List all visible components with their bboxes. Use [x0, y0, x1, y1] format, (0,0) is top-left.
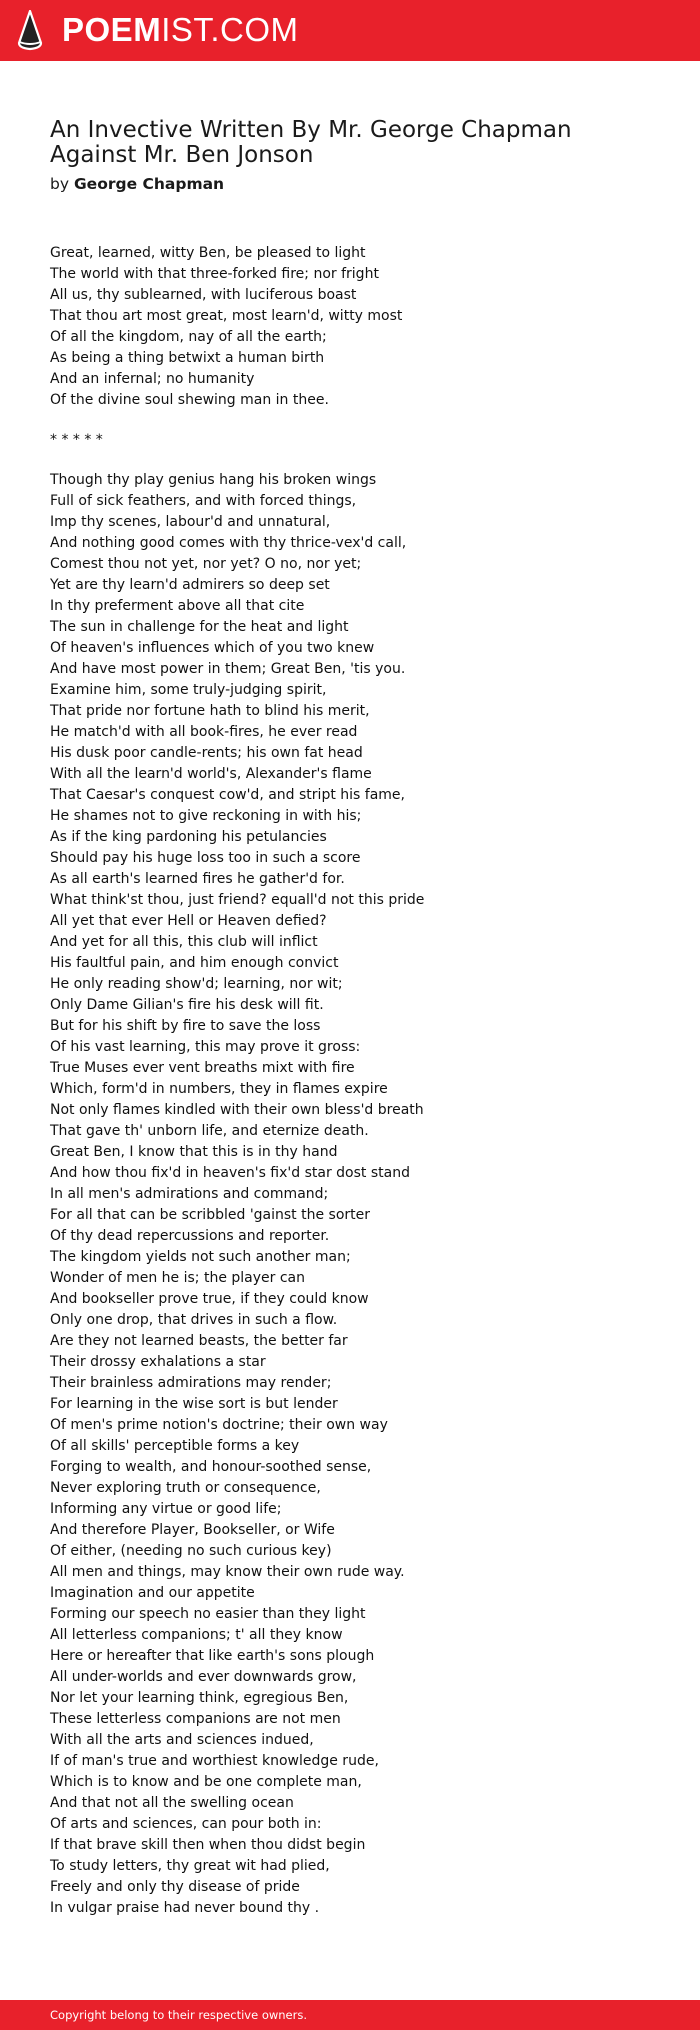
poem-line: In vulgar praise had never bound thy .	[50, 1900, 320, 1916]
poem-line: Not only flames kindled with their own bless'd breath	[50, 1102, 424, 1118]
poem-line: Great Ben, I know that this is in thy hand	[50, 1144, 338, 1160]
site-logo[interactable]	[62, 10, 299, 50]
poem-line: Of all skills' perceptible forms a key	[50, 1438, 300, 1454]
poem-line: He only reading show'd; learning, nor wit;	[50, 976, 343, 992]
poem-line: Imagination and our appetite	[50, 1585, 255, 1601]
poem-line: True Muses ever vent breaths mixt with fire	[50, 1060, 355, 1076]
poem-line: And bookseller prove true, if they could know	[50, 1291, 369, 1307]
poem-line: He match'd with all book-fires, he ever read	[50, 724, 358, 740]
poem-line: All us, thy sublearned, with luciferous boast	[50, 287, 357, 303]
poem-line: * * * * *	[50, 432, 103, 448]
stanza	[50, 430, 670, 451]
poem-line: That pride nor fortune hath to blind his merit,	[50, 703, 370, 719]
poem-line: The world with that three-forked fire; nor fright	[50, 266, 379, 282]
poem-line: That thou art most great, most learn'd, witty most	[50, 308, 403, 324]
poem-line: Informing any virtue or good life;	[50, 1501, 282, 1517]
site-footer	[0, 2000, 700, 2030]
poem-title: An Invective Written By Mr. George Chapman Against Mr. Ben Jonson	[50, 117, 572, 168]
by-label: by	[50, 175, 70, 193]
poem-line: What think'st thou, just friend? equall'd not this pride	[50, 892, 425, 908]
poem-line: Though thy play genius hang his broken wings	[50, 472, 377, 488]
poem-line: For all that can be scribbled 'gainst the sorter	[50, 1207, 371, 1223]
poem-line: Of thy dead repercussions and reporter.	[50, 1228, 330, 1244]
poem-line: Should pay his huge loss too in such a score	[50, 850, 361, 866]
poem-line: The kingdom yields not such another man;	[50, 1249, 351, 1265]
poem-line: If that brave skill then when thou didst begin	[50, 1837, 366, 1853]
poem-line: Of all the kingdom, nay of all the earth;	[50, 329, 327, 345]
poem-line: The sun in challenge for the heat and light	[50, 619, 349, 635]
poem-line: Which, form'd in numbers, they in flames expire	[50, 1081, 388, 1097]
poem-line: Of arts and sciences, can pour both in:	[50, 1816, 322, 1832]
poem-line: That gave th' unborn life, and eternize death.	[50, 1123, 369, 1139]
poem-line: He shames not to give reckoning in with his;	[50, 808, 362, 824]
poem-line: And yet for all this, this club will inflict	[50, 934, 318, 950]
pencil-tip-icon	[17, 10, 43, 52]
poem-body	[50, 243, 670, 1919]
stanza-break	[50, 451, 670, 470]
poem-line: And an infernal; no humanity	[50, 371, 255, 387]
poem-line: All letterless companions; t' all they know	[50, 1627, 343, 1643]
poem-line: These letterless companions are not men	[50, 1711, 341, 1727]
poem-line: Are they not learned beasts, the better far	[50, 1333, 348, 1349]
poem-line: Their drossy exhalations a star	[50, 1354, 266, 1370]
brand-bold: POEM	[62, 11, 162, 48]
poem-line: His dusk poor candle-rents; his own fat head	[50, 745, 363, 761]
poem-line: Never exploring truth or consequence,	[50, 1480, 321, 1496]
copyright-text: Copyright belong to their respective owners.	[50, 2008, 308, 2022]
poem-line: Full of sick feathers, and with forced things,	[50, 493, 357, 509]
poem-line: Yet are thy learn'd admirers so deep set	[50, 577, 330, 593]
poem-line: As if the king pardoning his petulancies	[50, 829, 327, 845]
poem-line: Forming our speech no easier than they light	[50, 1606, 366, 1622]
poem-line: Nor let your learning think, egregious Ben,	[50, 1690, 349, 1706]
stanza	[50, 243, 670, 411]
poem-line: As all earth's learned fires he gather'd for.	[50, 871, 345, 887]
poem-line: And have most power in them; Great Ben, 'tis you.	[50, 661, 406, 677]
poem-line: And nothing good comes with thy thrice-vex'd call,	[50, 535, 407, 551]
poem-line: All under-worlds and ever downwards grow,	[50, 1669, 357, 1685]
poem-line: With all the learn'd world's, Alexander's flame	[50, 766, 372, 782]
poem-line: His faultful pain, and him enough convict	[50, 955, 339, 971]
poem-line: And therefore Player, Bookseller, or Wife	[50, 1522, 335, 1538]
poem-line: For learning in the wise sort is but lender	[50, 1396, 338, 1412]
poem-line: If of man's true and worthiest knowledge rude,	[50, 1753, 379, 1769]
stanza-break	[50, 411, 670, 430]
poem-line: Freely and only thy disease of pride	[50, 1879, 300, 1895]
poem-line: And how thou fix'd in heaven's fix'd star dost stand	[50, 1165, 410, 1181]
poem-line: Of the divine soul shewing man in thee.	[50, 392, 329, 408]
poem-line: Of his vast learning, this may prove it gross:	[50, 1039, 361, 1055]
author-name: George Chapman	[73, 175, 225, 193]
poem-line: With all the arts and sciences indued,	[50, 1732, 314, 1748]
site-header	[0, 0, 700, 61]
poem-line: All men and things, may know their own rude way.	[50, 1564, 405, 1580]
poem-line: And that not all the swelling ocean	[50, 1795, 294, 1811]
poem-line: Only one drop, that drives in such a flow.	[50, 1312, 338, 1328]
poem-line: Which is to know and be one complete man,	[50, 1774, 362, 1790]
poem-line: Of men's prime notion's doctrine; their own way	[50, 1417, 388, 1433]
poem-line: That Caesar's conquest cow'd, and stript his fame,	[50, 787, 405, 803]
poem-line: As being a thing betwixt a human birth	[50, 350, 325, 366]
poem-line: All yet that ever Hell or Heaven defied?	[50, 913, 327, 929]
poem-line: Forging to wealth, and honour-soothed sense,	[50, 1459, 372, 1475]
poem-line: Imp thy scenes, labour'd and unnatural,	[50, 514, 331, 530]
brand-light: IST.COM	[161, 11, 299, 48]
byline	[50, 173, 224, 195]
poem-line: Only Dame Gilian's fire his desk will fit.	[50, 997, 324, 1013]
poem-line: But for his shift by fire to save the loss	[50, 1018, 321, 1034]
poem-line: To study letters, thy great wit had plied,	[50, 1858, 330, 1874]
poem-line: Their brainless admirations may render;	[50, 1375, 332, 1391]
poem-line: Of either, (needing no such curious key)	[50, 1543, 332, 1559]
stanza	[50, 470, 670, 1919]
poem-line: In all men's admirations and command;	[50, 1186, 329, 1202]
poem-line: Here or hereafter that like earth's sons plough	[50, 1648, 375, 1664]
poem-line: Wonder of men he is; the player can	[50, 1270, 306, 1286]
poem-line: Great, learned, witty Ben, be pleased to light	[50, 245, 366, 261]
poem-line: Examine him, some truly-judging spirit,	[50, 682, 327, 698]
poem-line: Of heaven's influences which of you two knew	[50, 640, 375, 656]
poem-line: In thy preferment above all that cite	[50, 598, 305, 614]
poem-line: Comest thou not yet, nor yet? O no, nor yet;	[50, 556, 362, 572]
